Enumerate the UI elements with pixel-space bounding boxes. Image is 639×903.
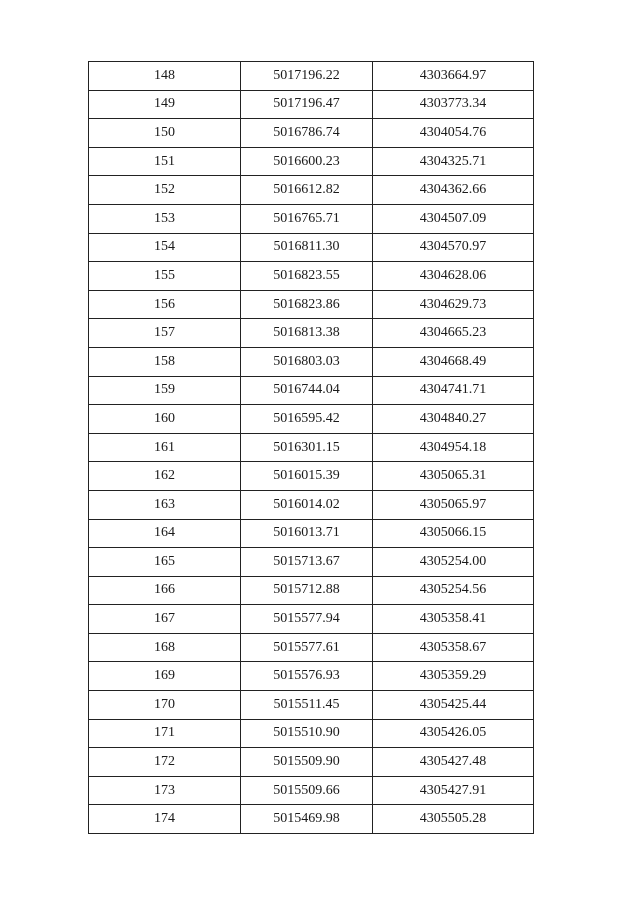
point-number-cell: 151: [89, 147, 241, 176]
table-row: [89, 405, 534, 434]
table-row: [89, 62, 534, 91]
x-coordinate-cell: 5016612.82: [241, 176, 373, 205]
point-number-cell: 163: [89, 490, 241, 519]
y-coordinate-cell: 4305427.48: [373, 748, 534, 777]
y-coordinate-cell: 4305425.44: [373, 691, 534, 720]
y-coordinate-cell: 4305505.28: [373, 805, 534, 834]
y-coordinate-cell: 4305427.91: [373, 776, 534, 805]
y-coordinate-cell: 4305065.97: [373, 490, 534, 519]
y-coordinate-cell: 4304507.09: [373, 204, 534, 233]
y-coordinate-cell: 4304570.97: [373, 233, 534, 262]
y-coordinate-cell: 4305254.00: [373, 548, 534, 577]
coordinate-table: [88, 61, 534, 834]
point-number-cell: 159: [89, 376, 241, 405]
x-coordinate-cell: 5016765.71: [241, 204, 373, 233]
x-coordinate-cell: 5016301.15: [241, 433, 373, 462]
table-row: [89, 262, 534, 291]
x-coordinate-cell: 5016786.74: [241, 119, 373, 148]
table-row: [89, 719, 534, 748]
table-row: [89, 176, 534, 205]
coordinate-table-body: [89, 62, 534, 834]
x-coordinate-cell: 5016811.30: [241, 233, 373, 262]
x-coordinate-cell: 5016813.38: [241, 319, 373, 348]
point-number-cell: 149: [89, 90, 241, 119]
point-number-cell: 170: [89, 691, 241, 720]
y-coordinate-cell: 4305426.05: [373, 719, 534, 748]
point-number-cell: 173: [89, 776, 241, 805]
x-coordinate-cell: 5016013.71: [241, 519, 373, 548]
table-row: [89, 147, 534, 176]
y-coordinate-cell: 4304954.18: [373, 433, 534, 462]
y-coordinate-cell: 4304840.27: [373, 405, 534, 434]
y-coordinate-cell: 4304741.71: [373, 376, 534, 405]
table-row: [89, 633, 534, 662]
x-coordinate-cell: 5016015.39: [241, 462, 373, 491]
y-coordinate-cell: 4305358.41: [373, 605, 534, 634]
point-number-cell: 169: [89, 662, 241, 691]
x-coordinate-cell: 5017196.22: [241, 62, 373, 91]
table-row: [89, 119, 534, 148]
x-coordinate-cell: 5016744.04: [241, 376, 373, 405]
x-coordinate-cell: 5015509.90: [241, 748, 373, 777]
table-row: [89, 662, 534, 691]
point-number-cell: 152: [89, 176, 241, 205]
point-number-cell: 155: [89, 262, 241, 291]
x-coordinate-cell: 5016803.03: [241, 347, 373, 376]
x-coordinate-cell: 5016600.23: [241, 147, 373, 176]
y-coordinate-cell: 4304665.23: [373, 319, 534, 348]
table-row: [89, 576, 534, 605]
x-coordinate-cell: 5016595.42: [241, 405, 373, 434]
table-row: [89, 319, 534, 348]
point-number-cell: 157: [89, 319, 241, 348]
table-row: [89, 490, 534, 519]
table-row: [89, 233, 534, 262]
point-number-cell: 164: [89, 519, 241, 548]
point-number-cell: 150: [89, 119, 241, 148]
x-coordinate-cell: 5016014.02: [241, 490, 373, 519]
y-coordinate-cell: 4304668.49: [373, 347, 534, 376]
y-coordinate-cell: 4303664.97: [373, 62, 534, 91]
point-number-cell: 172: [89, 748, 241, 777]
table-row: [89, 290, 534, 319]
table-row: [89, 691, 534, 720]
point-number-cell: 160: [89, 405, 241, 434]
point-number-cell: 154: [89, 233, 241, 262]
y-coordinate-cell: 4304054.76: [373, 119, 534, 148]
table-row: [89, 605, 534, 634]
point-number-cell: 171: [89, 719, 241, 748]
point-number-cell: 174: [89, 805, 241, 834]
point-number-cell: 167: [89, 605, 241, 634]
x-coordinate-cell: 5015509.66: [241, 776, 373, 805]
x-coordinate-cell: 5016823.86: [241, 290, 373, 319]
x-coordinate-cell: 5015576.93: [241, 662, 373, 691]
table-row: [89, 805, 534, 834]
y-coordinate-cell: 4303773.34: [373, 90, 534, 119]
y-coordinate-cell: 4305065.31: [373, 462, 534, 491]
point-number-cell: 148: [89, 62, 241, 91]
point-number-cell: 165: [89, 548, 241, 577]
y-coordinate-cell: 4304628.06: [373, 262, 534, 291]
table-row: [89, 204, 534, 233]
y-coordinate-cell: 4305359.29: [373, 662, 534, 691]
table-row: [89, 548, 534, 577]
point-number-cell: 156: [89, 290, 241, 319]
table-row: [89, 519, 534, 548]
x-coordinate-cell: 5015577.94: [241, 605, 373, 634]
point-number-cell: 166: [89, 576, 241, 605]
x-coordinate-cell: 5015511.45: [241, 691, 373, 720]
x-coordinate-cell: 5015713.67: [241, 548, 373, 577]
point-number-cell: 153: [89, 204, 241, 233]
table-row: [89, 376, 534, 405]
point-number-cell: 158: [89, 347, 241, 376]
table-row: [89, 90, 534, 119]
x-coordinate-cell: 5016823.55: [241, 262, 373, 291]
point-number-cell: 161: [89, 433, 241, 462]
y-coordinate-cell: 4305358.67: [373, 633, 534, 662]
y-coordinate-cell: 4304362.66: [373, 176, 534, 205]
x-coordinate-cell: 5017196.47: [241, 90, 373, 119]
x-coordinate-cell: 5015510.90: [241, 719, 373, 748]
table-row: [89, 776, 534, 805]
y-coordinate-cell: 4305254.56: [373, 576, 534, 605]
x-coordinate-cell: 5015712.88: [241, 576, 373, 605]
table-row: [89, 748, 534, 777]
y-coordinate-cell: 4304325.71: [373, 147, 534, 176]
table-row: [89, 462, 534, 491]
x-coordinate-cell: 5015469.98: [241, 805, 373, 834]
y-coordinate-cell: 4305066.15: [373, 519, 534, 548]
table-row: [89, 347, 534, 376]
x-coordinate-cell: 5015577.61: [241, 633, 373, 662]
y-coordinate-cell: 4304629.73: [373, 290, 534, 319]
table-row: [89, 433, 534, 462]
point-number-cell: 168: [89, 633, 241, 662]
point-number-cell: 162: [89, 462, 241, 491]
